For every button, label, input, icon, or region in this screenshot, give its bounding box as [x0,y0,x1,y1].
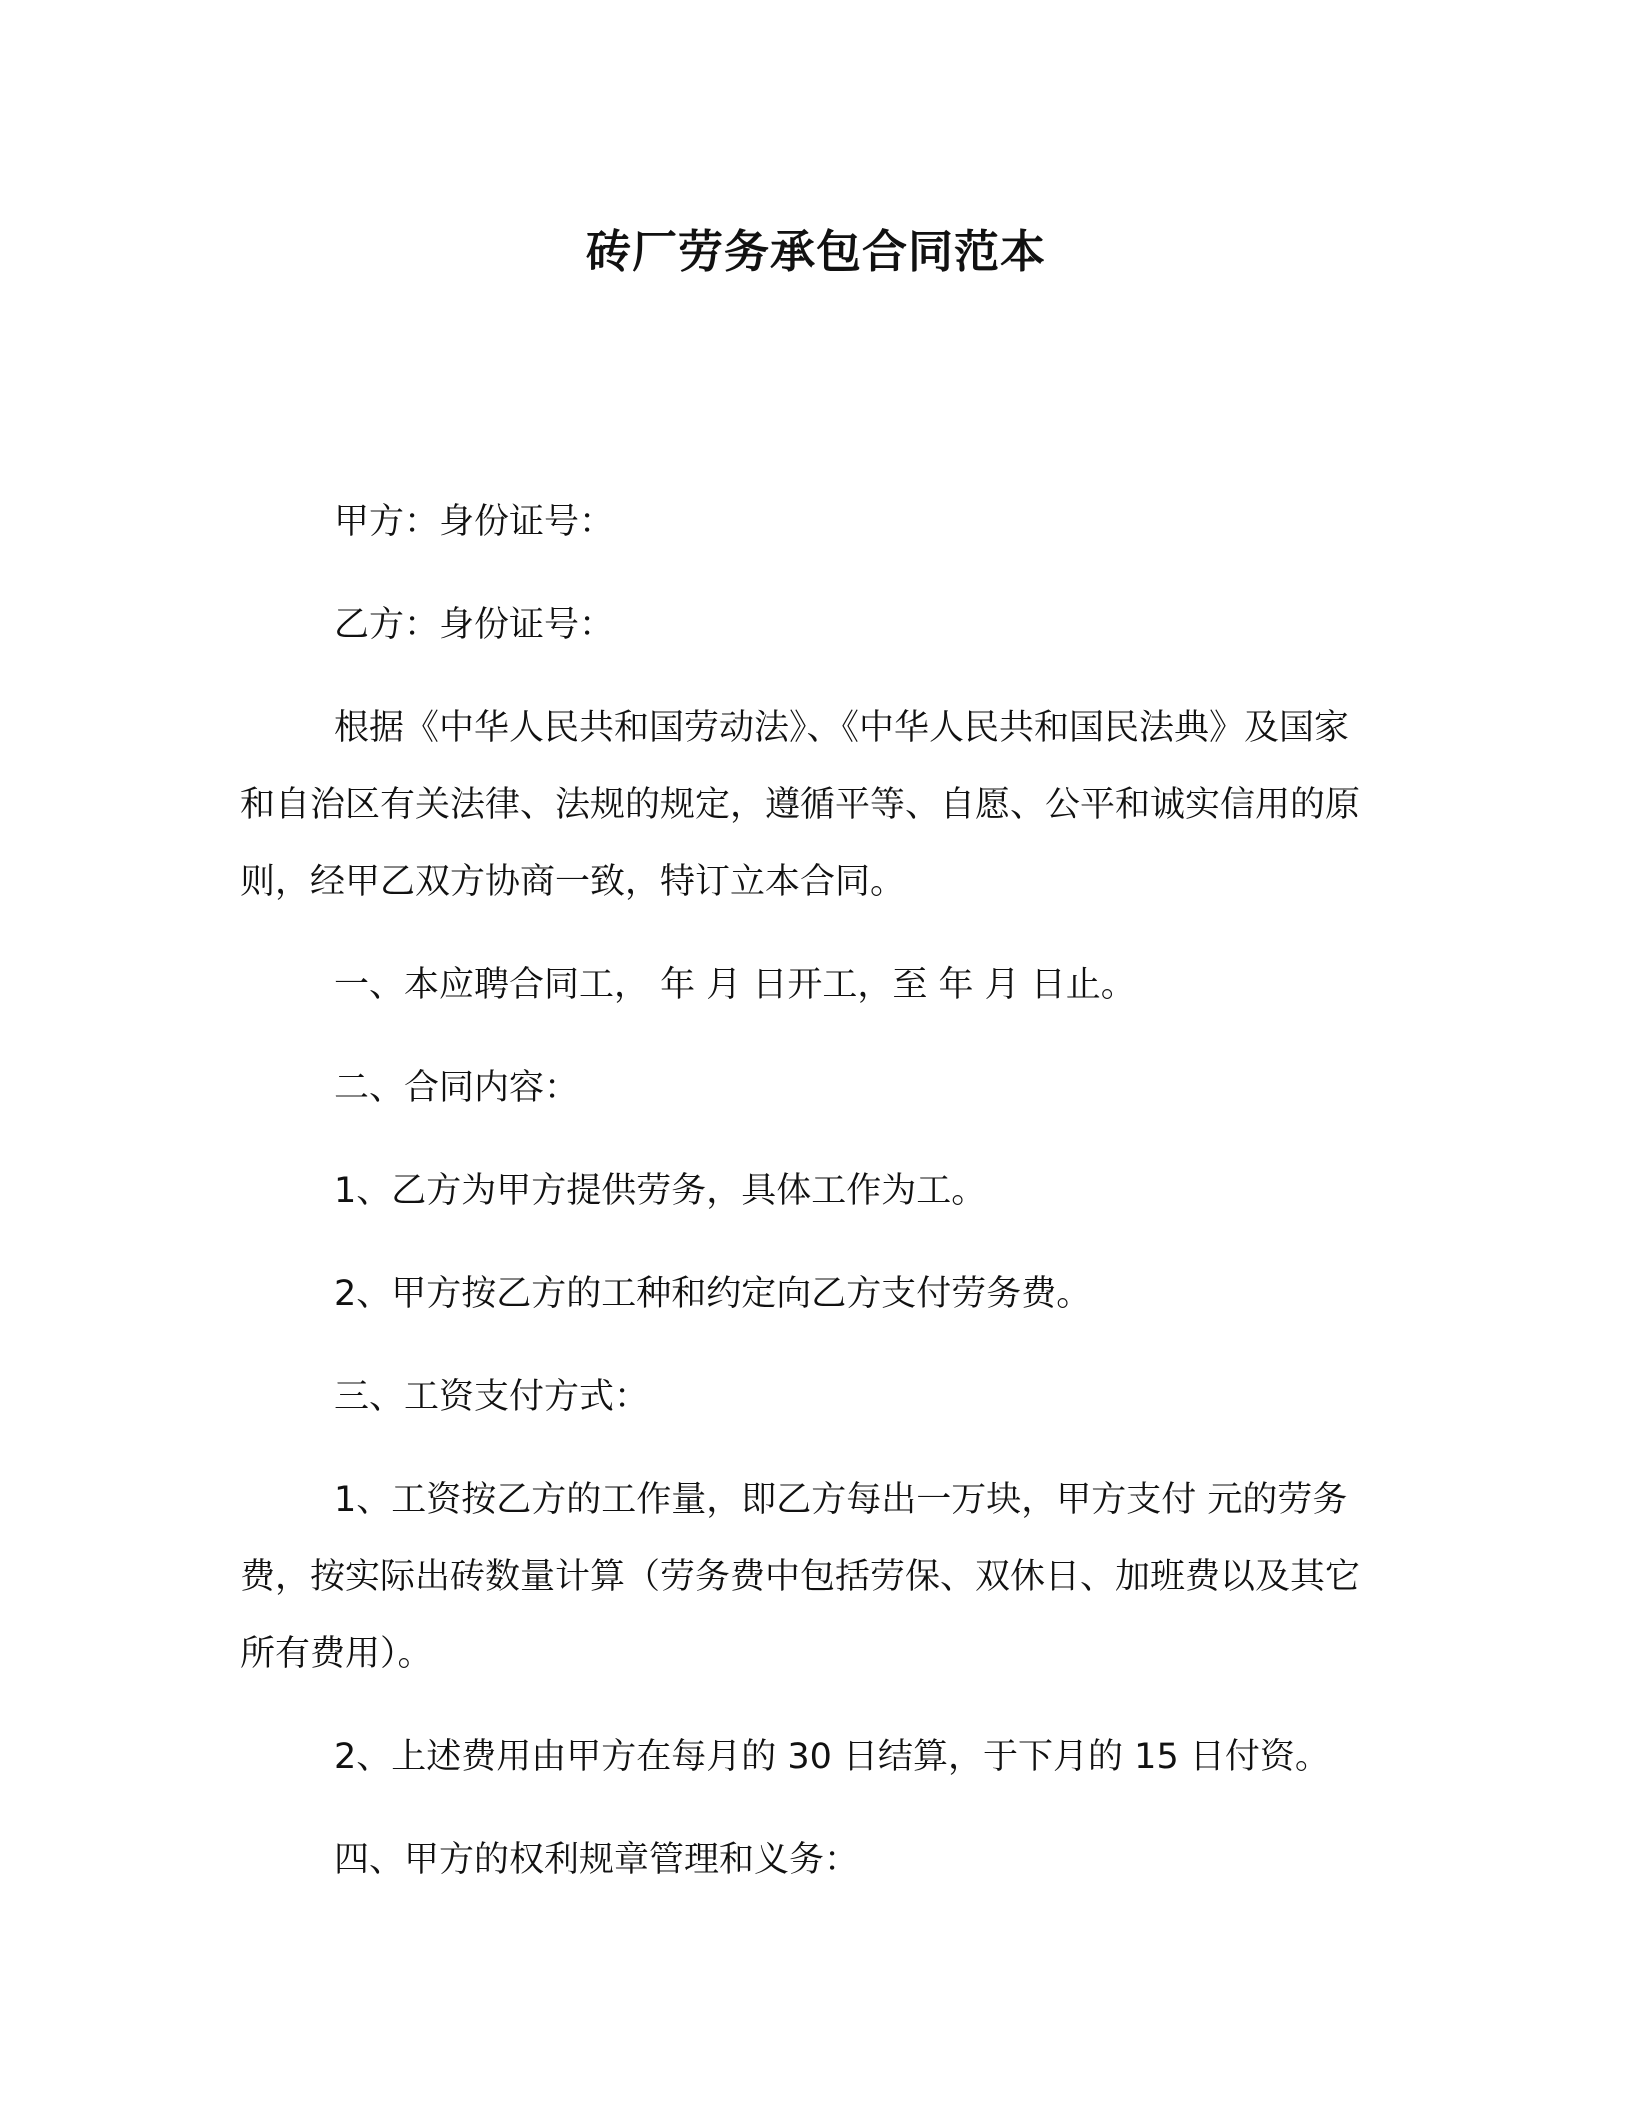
section-two-heading: 二、合同内容： [334,1068,580,1108]
section-three-item-1: 1、工资按乙方的工作量，即乙方每出一万块，甲方支付 元的劳务费，按实际出砖数量计算（劳务费中包括劳保、双休日、加班费以及其它所有费用）。 [240,1480,1361,1674]
document-title: 砖厂劳务承包合同范本 [585,225,1046,278]
section-four-heading: 四、甲方的权利规章管理和义务： [334,1840,860,1880]
section-three-item-2: 2、上述费用由甲方在每月的 30 日结算，于下月的 15 日付资。 [334,1737,1330,1777]
document-body [240,484,1380,1925]
section-three-heading: 三、工资支付方式： [334,1377,650,1417]
section-two-item-1: 1、乙方为甲方提供劳务，具体工作为工。 [334,1171,987,1211]
section-two-item-2: 2、甲方按乙方的工种和约定向乙方支付劳务费。 [334,1274,1092,1314]
preamble-paragraph: 根据《中华人民共和国劳动法》、《中华人民共和国民法典》及国家和自治区有关法律、法规的规定，遵循平等、自愿、公平和诚实信用的原则，经甲乙双方协商一致，特订立本合同。 [240,708,1361,902]
party-a-line: 甲方：身份证号： [334,502,615,542]
party-b-line: 乙方：身份证号： [334,605,615,645]
section-one-paragraph: 一、本应聘合同工， 年 月 日开工，至 年 月 日止。 [334,965,1136,1005]
